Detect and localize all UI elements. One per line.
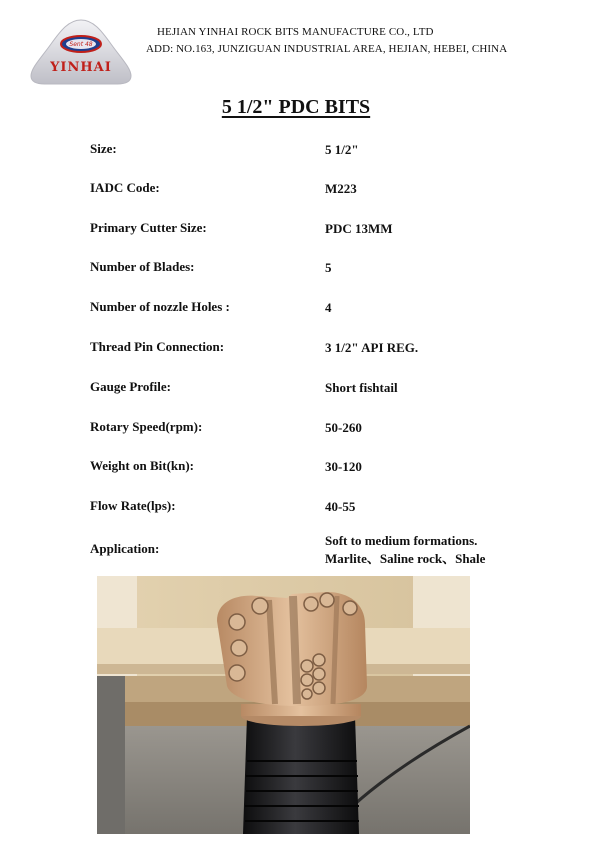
spec-value: 30-120 (325, 459, 362, 474)
product-photo (97, 576, 470, 834)
spec-value-line1: Soft to medium formations. (325, 533, 478, 548)
logo-text: YINHAI (50, 60, 112, 75)
spec-value: 4 (325, 300, 332, 315)
spec-value: 5 1/2" (325, 142, 359, 157)
spec-value: 50-260 (325, 420, 362, 435)
spec-value: 5 (325, 260, 332, 275)
spec-value: 40-55 (325, 499, 356, 514)
spec-label: Weight on Bit(kn): (90, 458, 195, 473)
spec-label: Number of nozzle Holes : (90, 299, 230, 314)
page-title-text: 5 1/2" PDC BITS (221, 96, 371, 118)
spec-label: Flow Rate(lps): (90, 498, 176, 513)
spec-label: Application: (90, 541, 160, 556)
yinhai-logo-icon (27, 18, 135, 86)
company-name: HEJIAN YINHAI ROCK BITS MANUFACTURE CO., LTD (157, 26, 434, 38)
spec-label: Size: (90, 141, 117, 156)
spec-label: Primary Cutter Size: (90, 220, 207, 235)
company-address: ADD: NO.163, JUNZIGUAN INDUSTRIAL AREA, HEJIAN, HEBEI, CHINA (146, 43, 508, 55)
spec-value: Short fishtail (325, 380, 398, 395)
spec-label: Gauge Profile: (90, 379, 171, 394)
logo-badge-text: Sent 48 (69, 41, 93, 48)
spec-label: Number of Blades: (90, 259, 195, 274)
pdc-bit-photo (97, 576, 470, 834)
spec-value: PDC 13MM (325, 221, 393, 236)
spec-value: M223 (325, 181, 357, 196)
spec-value: 3 1/2" API REG. (325, 340, 419, 355)
spec-label: IADC Code: (90, 180, 160, 195)
spec-label: Rotary Speed(rpm): (90, 419, 203, 434)
spec-label: Thread Pin Connection: (90, 339, 225, 354)
spec-value-line2: Marlite、Saline rock、Shale (325, 551, 486, 566)
company-logo (27, 18, 135, 86)
page-title (0, 96, 592, 119)
